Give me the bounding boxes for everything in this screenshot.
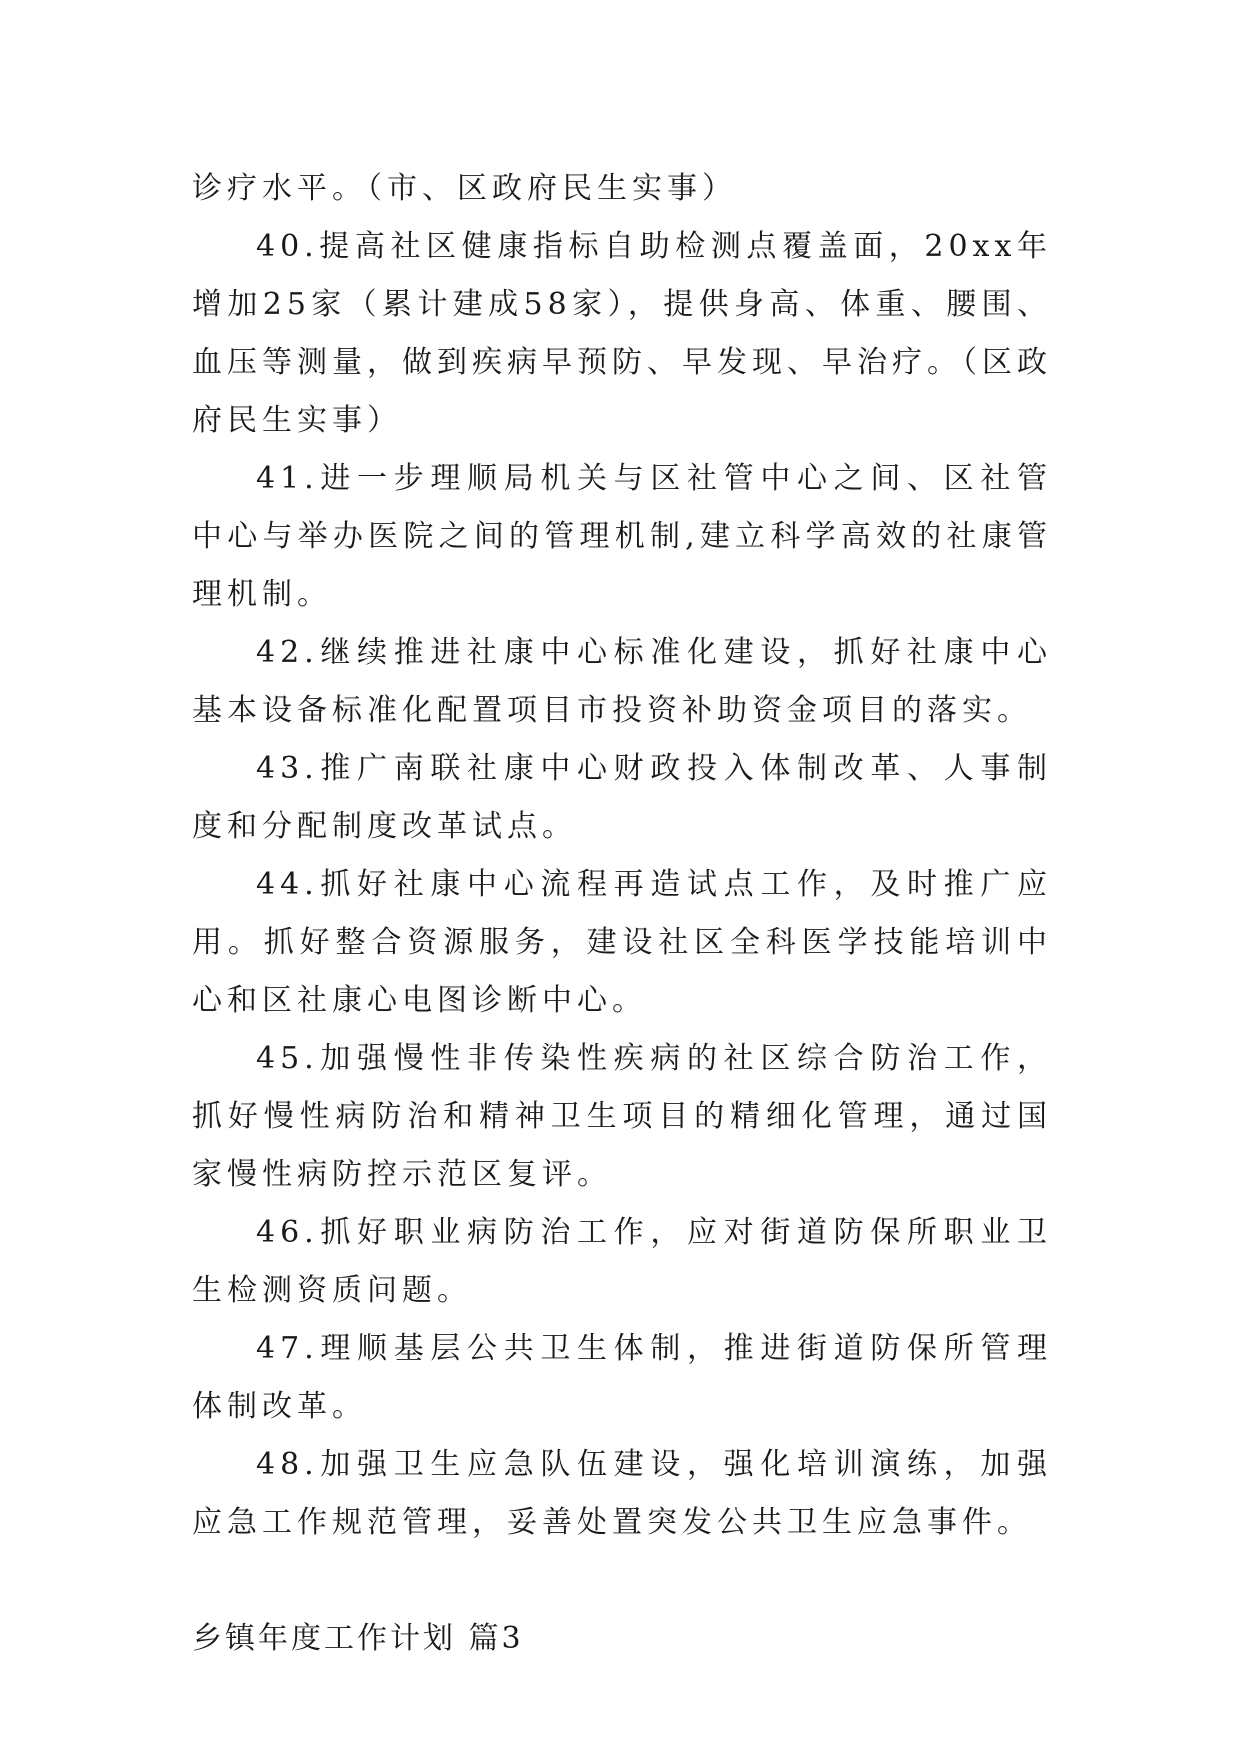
paragraph-item-46: 46.抓好职业病防治工作，应对街道防保所职业卫生检测资质问题。 xyxy=(192,1215,1052,1308)
section-heading: 乡镇年度工作计划 篇3 xyxy=(192,1621,524,1656)
paragraph-item-44: 44.抓好社康中心流程再造试点工作，及时推广应用。抓好整合资源服务，建设社区全科医学技能培训中心和区社康心电图诊断中心。 xyxy=(192,867,1052,1018)
paragraph-item-45: 45.加强慢性非传染性疾病的社区综合防治工作，抓好慢性病防治和精神卫生项目的精细化管理，通过国家慢性病防控示范区复评。 xyxy=(192,1041,1052,1192)
paragraph-continuation: 诊疗水平。（市、区政府民生实事） xyxy=(192,171,737,206)
paragraph-item-43: 43.推广南联社康中心财政投入体制改革、人事制度和分配制度改革试点。 xyxy=(192,751,1052,844)
paragraph-item-40: 40.提高社区健康指标自助检测点覆盖面，20xx年增加25家（累计建成58家），提供身高、体重、腰围、血压等测量，做到疾病早预防、早发现、早治疗。（区政府民生实事） xyxy=(192,229,1052,438)
document-body xyxy=(192,160,1052,1668)
paragraph-item-41: 41.进一步理顺局机关与区社管中心之间、区社管中心与举办医院之间的管理机制,建立科学高效的社康管理机制。 xyxy=(192,461,1052,612)
paragraph-item-42: 42.继续推进社康中心标准化建设，抓好社康中心基本设备标准化配置项目市投资补助资金项目的落实。 xyxy=(192,635,1052,728)
paragraph-item-47: 47.理顺基层公共卫生体制，推进街道防保所管理体制改革。 xyxy=(192,1331,1052,1424)
paragraph-item-48: 48.加强卫生应急队伍建设，强化培训演练，加强应急工作规范管理，妥善处置突发公共卫生应急事件。 xyxy=(192,1447,1052,1540)
section-spacer xyxy=(192,1552,1052,1610)
